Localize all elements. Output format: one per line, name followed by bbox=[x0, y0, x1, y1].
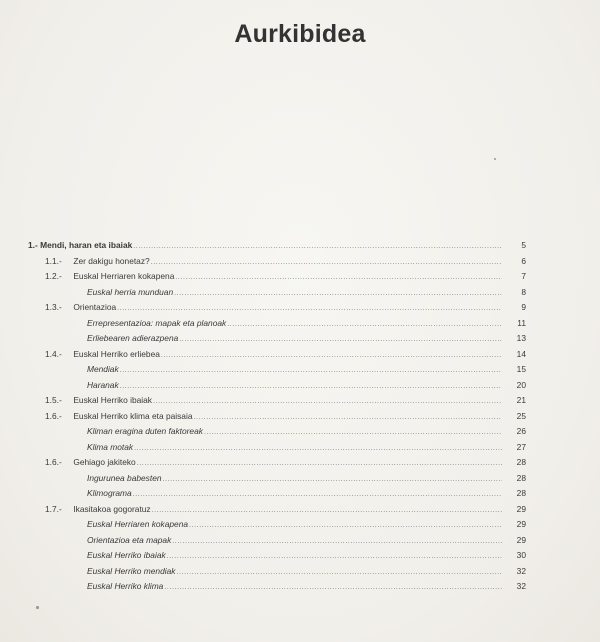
toc-entry-label bbox=[28, 238, 133, 254]
toc-entry bbox=[28, 564, 526, 580]
toc-entry-text: Euskal Herriko klima eta paisaia bbox=[73, 410, 193, 421]
toc-entry-page: 29 bbox=[516, 534, 526, 545]
toc-entry-page: 29 bbox=[516, 519, 526, 529]
toc-entry-text: Zer dakigu honetaz? bbox=[73, 255, 150, 266]
toc-entry-label bbox=[45, 300, 117, 316]
toc-entry-page: 15 bbox=[516, 364, 526, 374]
toc-entry-page: 28 bbox=[516, 488, 526, 498]
toc-entry-text: Klimograma bbox=[87, 488, 132, 498]
toc-entry-page: 13 bbox=[516, 333, 526, 343]
toc-entry-label bbox=[87, 362, 120, 378]
toc-entry-label bbox=[87, 517, 189, 533]
toc-entry-label bbox=[87, 316, 227, 332]
toc-entry bbox=[28, 300, 526, 316]
toc-entry-page: 30 bbox=[516, 550, 526, 560]
toc-entry-page: 21 bbox=[516, 395, 526, 405]
toc-entry-label bbox=[87, 486, 133, 502]
toc-entry-text: Euskal Herriko ibaiak bbox=[87, 550, 166, 560]
paper-speck bbox=[494, 158, 496, 160]
toc-entry bbox=[28, 347, 526, 363]
toc-entry-text: Euskal Herriko mendiak bbox=[87, 565, 176, 576]
toc-entry bbox=[28, 362, 526, 378]
toc-entry bbox=[28, 409, 526, 425]
dot-leader bbox=[172, 534, 502, 550]
toc-entry-label bbox=[87, 285, 174, 301]
toc-entry-number: 1.3.- bbox=[45, 302, 62, 312]
toc-entry-label bbox=[87, 564, 176, 580]
dot-leader bbox=[161, 348, 502, 364]
toc-entry-page: 27 bbox=[516, 441, 526, 452]
toc-entry bbox=[28, 393, 526, 409]
toc-entry bbox=[28, 440, 526, 456]
toc-entry-label bbox=[45, 502, 152, 518]
toc-entry-page: 32 bbox=[516, 565, 526, 576]
dot-leader bbox=[204, 425, 502, 441]
toc-entry bbox=[28, 238, 526, 254]
toc-entry-text: Orientazioa bbox=[73, 302, 117, 312]
toc-entry-page: 5 bbox=[521, 240, 526, 250]
toc-entry-number: 1.7.- bbox=[45, 503, 62, 514]
toc-entry-text: Klima motak bbox=[87, 441, 134, 452]
toc-entry-label bbox=[87, 548, 167, 564]
toc-entry-label bbox=[87, 471, 163, 487]
toc-entry bbox=[28, 471, 526, 487]
toc-entry-label bbox=[87, 378, 120, 394]
toc-entry-text: Euskal Herriaren kokapena bbox=[73, 271, 175, 281]
toc-entry bbox=[28, 455, 526, 471]
toc-entry-page: 28 bbox=[516, 472, 526, 483]
toc-entry bbox=[28, 269, 526, 285]
toc-entry-number: 1.2.- bbox=[45, 271, 62, 281]
toc-entry-text: Euskal Herriko ibaiak bbox=[73, 395, 152, 405]
toc-entry-text: Ikasitakoa gogoratuz bbox=[73, 503, 151, 514]
toc-entry-text: Erliebearen adierazpena bbox=[87, 333, 179, 343]
toc-entry-text: Ingurunea babesten bbox=[87, 472, 162, 483]
dot-leader bbox=[151, 255, 502, 271]
toc-entry bbox=[28, 285, 526, 301]
dot-leader bbox=[152, 503, 502, 519]
toc-entry-label bbox=[87, 424, 204, 440]
toc-entry-page: 9 bbox=[521, 302, 526, 312]
toc-entry-label bbox=[45, 254, 151, 270]
dot-leader bbox=[120, 363, 502, 379]
toc-entry-page: 25 bbox=[516, 410, 526, 421]
dot-leader bbox=[175, 270, 502, 286]
toc-entry-page: 7 bbox=[521, 271, 526, 281]
dot-leader bbox=[176, 565, 502, 581]
toc-entry-page: 28 bbox=[516, 457, 526, 467]
toc-entry-text: Euskal Herriko klima bbox=[87, 581, 164, 591]
toc-entry-label bbox=[87, 533, 172, 549]
toc-entry-page: 29 bbox=[516, 503, 526, 514]
toc-entry-number: 1.6.- bbox=[45, 457, 62, 467]
dot-leader bbox=[133, 487, 502, 503]
toc-entry-number: 1.5.- bbox=[45, 395, 62, 405]
toc-entry-number: 1.6.- bbox=[45, 410, 62, 421]
toc-entry bbox=[28, 533, 526, 549]
toc-entry-page: 32 bbox=[516, 581, 526, 591]
dot-leader bbox=[194, 410, 503, 426]
toc-entry-page: 20 bbox=[516, 379, 526, 390]
dot-leader bbox=[133, 239, 502, 255]
toc-entry bbox=[28, 254, 526, 270]
dot-leader bbox=[174, 286, 502, 302]
toc-entry bbox=[28, 424, 526, 440]
dot-leader bbox=[167, 549, 502, 565]
toc-entry-text: Euskal Herriko erliebea bbox=[73, 348, 160, 359]
toc-entry-label bbox=[87, 579, 164, 595]
toc-entry-label bbox=[45, 347, 161, 363]
toc-entry-text: Euskal Herriaren kokapena bbox=[87, 519, 189, 529]
table-of-contents bbox=[28, 238, 526, 595]
dot-leader bbox=[137, 456, 502, 472]
toc-entry-page: 26 bbox=[516, 426, 526, 436]
toc-entry bbox=[28, 517, 526, 533]
toc-entry-text: Mendiak bbox=[87, 364, 119, 374]
toc-entry-label bbox=[45, 409, 194, 425]
toc-entry-label bbox=[45, 269, 175, 285]
paper-speck bbox=[36, 606, 39, 609]
dot-leader bbox=[164, 580, 502, 596]
toc-entry-page: 8 bbox=[521, 286, 526, 297]
toc-entry bbox=[28, 548, 526, 564]
toc-entry-page: 14 bbox=[516, 348, 526, 359]
dot-leader bbox=[134, 441, 502, 457]
toc-entry-text: Errepresentazioa: mapak eta planoak bbox=[87, 317, 227, 328]
toc-entry-text: Haranak bbox=[87, 379, 119, 390]
toc-entry-label bbox=[45, 455, 137, 471]
toc-entry-text: Orientazioa eta mapak bbox=[87, 534, 172, 545]
toc-entry-label bbox=[45, 393, 153, 409]
toc-entry-text: Mendi, haran eta ibaiak bbox=[40, 240, 133, 250]
toc-entry-text: Euskal herria munduan bbox=[87, 286, 174, 297]
toc-entry-label bbox=[87, 440, 134, 456]
toc-entry-page: 11 bbox=[517, 317, 526, 328]
page-title: Aurkibidea bbox=[234, 20, 366, 48]
toc-entry bbox=[28, 502, 526, 518]
toc-entry-page: 6 bbox=[521, 255, 526, 266]
toc-entry-label bbox=[87, 331, 179, 347]
toc-entry bbox=[28, 378, 526, 394]
toc-entry-number: 1.4.- bbox=[45, 348, 62, 359]
toc-entry-text: Gehiago jakiteko bbox=[73, 457, 136, 467]
dot-leader bbox=[120, 379, 502, 395]
toc-entry-number: 1.1.- bbox=[45, 255, 62, 266]
dot-leader bbox=[153, 394, 502, 410]
toc-entry bbox=[28, 486, 526, 502]
dot-leader bbox=[163, 472, 502, 488]
dot-leader bbox=[189, 518, 502, 534]
toc-entry bbox=[28, 316, 526, 332]
toc-entry-number: 1.- bbox=[28, 240, 38, 250]
dot-leader bbox=[117, 301, 502, 317]
toc-entry bbox=[28, 331, 526, 347]
dot-leader bbox=[179, 332, 502, 348]
toc-entry bbox=[28, 579, 526, 595]
dot-leader bbox=[227, 317, 502, 333]
toc-entry-text: Kliman eragina duten faktoreak bbox=[87, 426, 203, 436]
